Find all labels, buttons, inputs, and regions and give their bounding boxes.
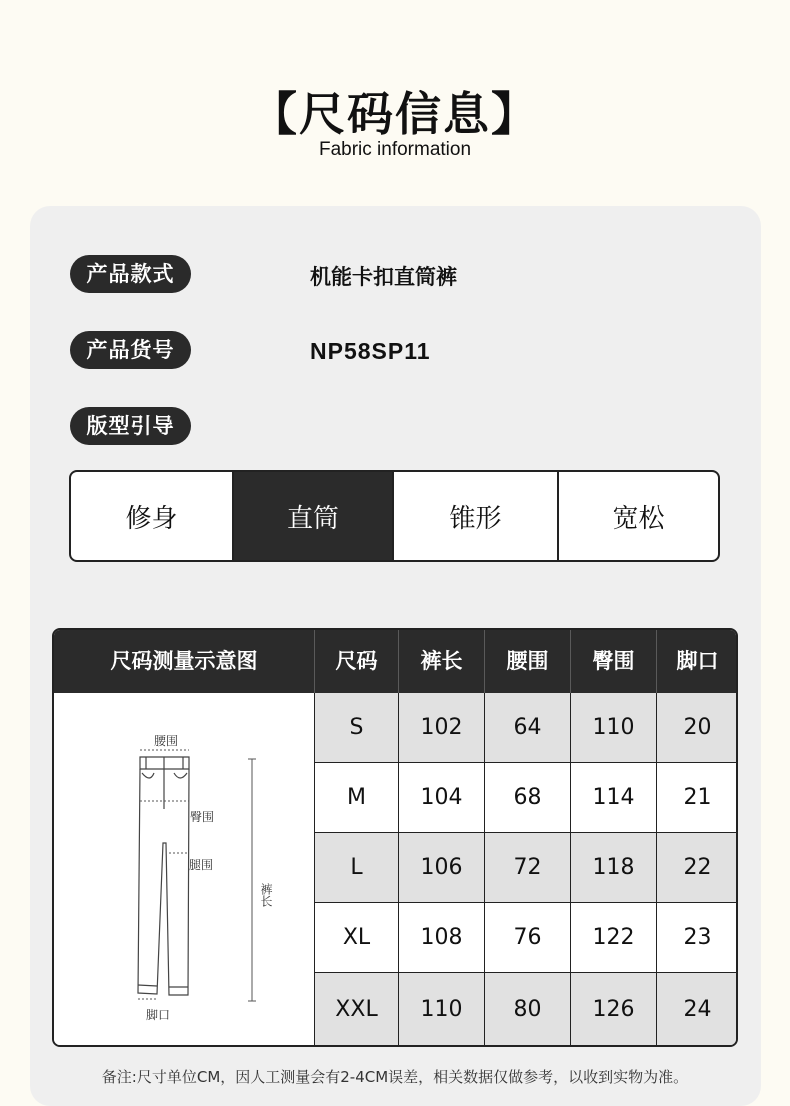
- cell-waist: 72: [485, 833, 571, 903]
- header-hip: 臀围: [571, 630, 657, 693]
- cell-length: 102: [399, 693, 485, 763]
- size-table: [52, 628, 738, 1047]
- cell-size: XXL: [315, 973, 399, 1045]
- fit-option-loose: 宽松: [612, 503, 665, 534]
- size-row-l: [315, 833, 738, 903]
- cell-size: L: [315, 833, 399, 903]
- cell-size: S: [315, 693, 399, 763]
- page-subtitle: Fabric information: [318, 139, 472, 160]
- cell-waist: 68: [485, 763, 571, 833]
- header-size: 尺码: [315, 630, 399, 693]
- fit-option-slim: 修身: [71, 472, 234, 560]
- diagram-label-hem: 脚口: [145, 1008, 171, 1022]
- cell-hem: 20: [657, 693, 738, 763]
- header-diagram: 尺码测量示意图: [54, 630, 315, 693]
- cell-size: M: [315, 763, 399, 833]
- cell-hem: 21: [657, 763, 738, 833]
- cell-length: 104: [399, 763, 485, 833]
- diagram-label-waist: 腰围: [153, 734, 179, 748]
- fit-option-straight: 直筒: [234, 472, 394, 560]
- cell-hip: 114: [571, 763, 657, 833]
- fit-selector: [69, 470, 720, 562]
- size-row-s: [315, 693, 738, 763]
- sku-value: NP58SP11: [310, 338, 431, 364]
- style-value: 机能卡扣直筒裤: [310, 265, 457, 289]
- diagram-label-length: 裤长: [259, 883, 273, 907]
- cell-length: 106: [399, 833, 485, 903]
- cell-waist: 80: [485, 973, 571, 1045]
- cell-size: XL: [315, 903, 399, 973]
- pants-diagram-icon: [54, 693, 313, 1047]
- style-label-pill: 产品款式: [70, 255, 191, 293]
- page-title: 【尺码信息】: [251, 87, 539, 141]
- header-length: 裤长: [399, 630, 485, 693]
- sku-label-pill: 产品货号: [70, 331, 191, 369]
- cell-hip: 122: [571, 903, 657, 973]
- cell-hem: 23: [657, 903, 738, 973]
- header-waist: 腰围: [485, 630, 571, 693]
- cell-length: 108: [399, 903, 485, 973]
- cell-hip: 118: [571, 833, 657, 903]
- diagram-label-hip: 臀围: [190, 810, 215, 824]
- cell-hip: 126: [571, 973, 657, 1045]
- cell-length: 110: [399, 973, 485, 1045]
- measurement-note: 备注:尺寸单位CM，因人工测量会有2-4CM误差，相关数据仅做参考，以收到实物为准。: [101, 1068, 689, 1086]
- size-row-m: [315, 763, 738, 833]
- cell-hem: 24: [657, 973, 738, 1045]
- fit-option-tapered: 锥形: [394, 472, 559, 560]
- size-row-xl: [315, 903, 738, 973]
- cell-waist: 76: [485, 903, 571, 973]
- cell-waist: 64: [485, 693, 571, 763]
- cell-hem: 22: [657, 833, 738, 903]
- size-row-xxl: [315, 973, 738, 1045]
- diagram-label-thigh: 腿围: [189, 858, 214, 872]
- size-table-header: [54, 630, 736, 693]
- measurement-diagram: [54, 693, 315, 1047]
- header-hem: 脚口: [676, 649, 719, 673]
- fit-label-pill: 版型引导: [70, 407, 191, 445]
- cell-hip: 110: [571, 693, 657, 763]
